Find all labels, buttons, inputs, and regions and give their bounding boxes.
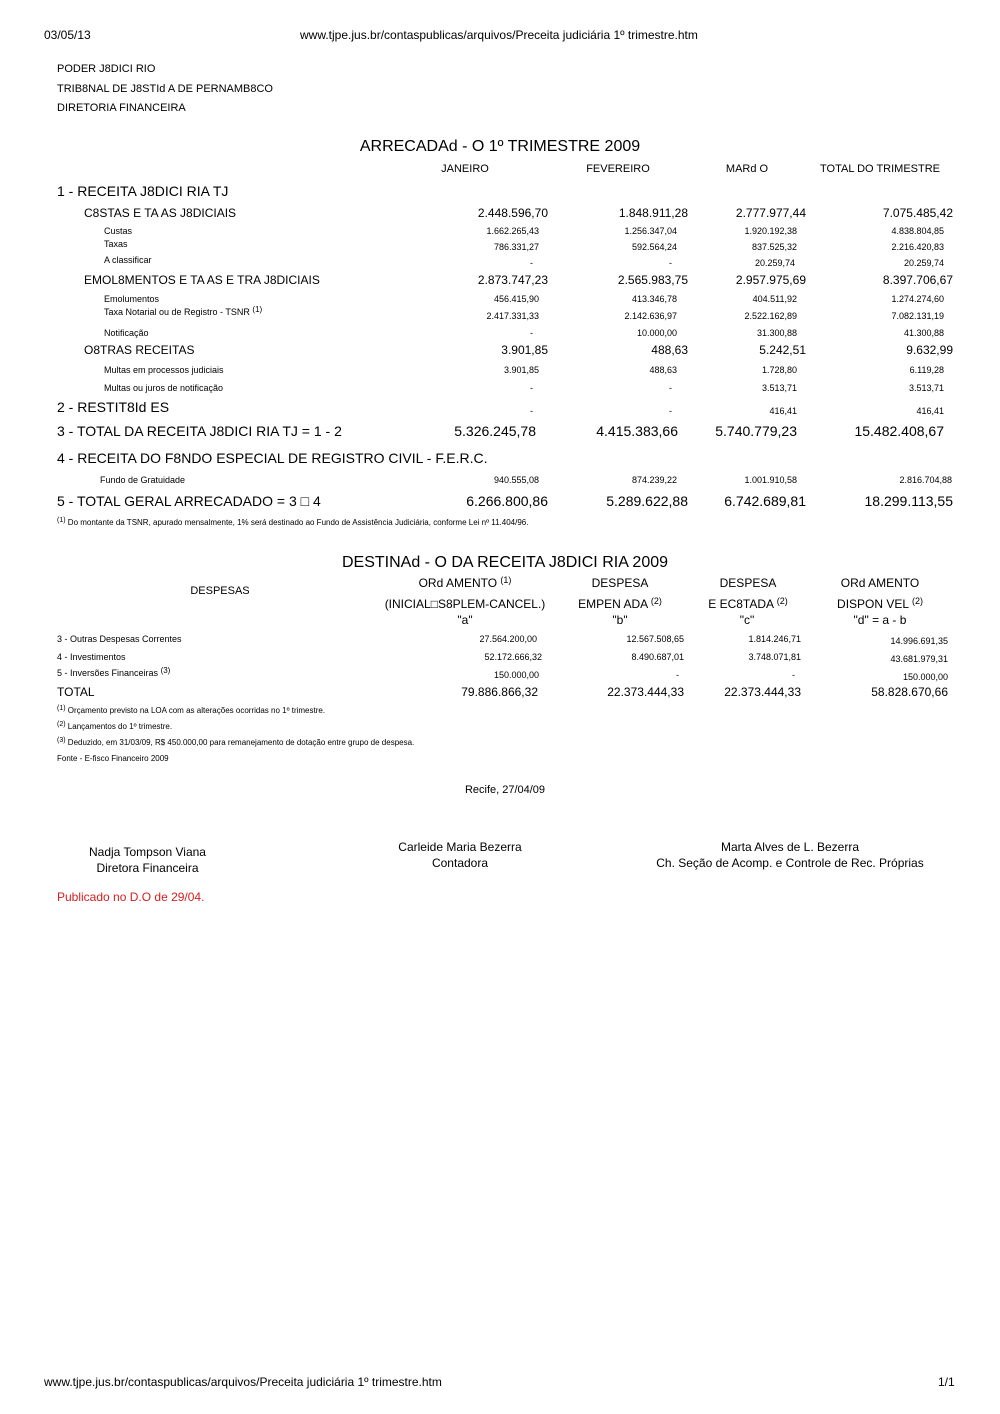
row-value: 79.886.866,32 [461, 685, 538, 699]
row-value: 27.564.200,00 [479, 634, 537, 644]
row-value: 22.373.444,33 [724, 685, 801, 699]
header-disponivel: DISPON VEL $^{(2)}$ [837, 596, 923, 611]
row-value: 58.828.670,66 [871, 685, 948, 699]
row-value: 2.957.975,69 [735, 273, 806, 287]
row-label: 3 - Outras Despesas Correntes [57, 634, 182, 644]
row-value: 2.417.331,33 [486, 311, 539, 321]
row-value: 6.266.800,86 [466, 493, 548, 509]
row-value: 1.814.246,71 [748, 634, 801, 644]
org-line-3: DIRETORIA FINANCEIRA [57, 102, 186, 114]
row-value: 1.848.911,28 [618, 206, 688, 220]
fonte-note: Fonte - E-fisco Financeiro 2009 [57, 754, 169, 763]
row-value: 1.662.265,43 [486, 226, 539, 236]
row-value: 1.728,80 [761, 365, 797, 375]
signature-role: Diretora Financeira [96, 861, 199, 875]
row-value: 940.555,08 [493, 475, 539, 485]
row-value: 18.299.113,55 [864, 493, 953, 509]
row-value: 1.256.347,04 [624, 226, 677, 236]
row-value: 416,41 [916, 406, 944, 416]
header-executada: E EC8TADA $^{(2)}$ [708, 596, 788, 611]
row-value: 10.000,00 [636, 328, 677, 338]
row-value: 7.075.485,42 [882, 206, 953, 220]
row-value: 52.172.666,32 [484, 652, 542, 662]
signature-role: Ch. Seção de Acomp. e Controle de Rec. Próprias [656, 856, 924, 870]
page-number: 1/1 [938, 1375, 955, 1389]
header-col-d: "d" = a - b [853, 613, 907, 627]
row-value: 592.564,24 [631, 242, 677, 252]
row-label: 3 - TOTAL DA RECEITA J8DICI RIA TJ = 1 - 2 [57, 423, 342, 439]
row-value: 8.397.706,67 [882, 273, 953, 287]
col-header-janeiro: JANEIRO [441, 163, 489, 175]
row-label: O8TRAS RECEITAS [84, 343, 195, 357]
header-orcamento-detail: (INICIAL□S8PLEM-CANCEL.) [384, 597, 546, 611]
row-value: 4.838.804,85 [891, 226, 944, 236]
row-value: 20.259,74 [754, 258, 795, 268]
row-value: 2.873.747,23 [477, 273, 548, 287]
row-value: - [530, 328, 533, 338]
row-value: 1.274.274,60 [891, 294, 944, 304]
row-value: 3.513,71 [761, 383, 797, 393]
row-value: 22.373.444,33 [607, 685, 684, 699]
header-empenhada: EMPEN ADA $^{(2)}$ [578, 596, 662, 611]
row-value: 12.567.508,65 [626, 634, 684, 644]
header-col-b: "b" [612, 613, 628, 627]
print-url: www.tjpe.jus.br/contaspublicas/arquivos/Preceita judiciária 1º trimestre.htm [300, 28, 698, 42]
signature-name: Marta Alves de L. Bezerra [720, 840, 860, 854]
section-ferc: 4 - RECEITA DO F8NDO ESPECIAL DE REGISTRO CIVIL - F.E.R.C. [57, 450, 488, 466]
row-value: 31.300,88 [756, 328, 797, 338]
row-value: 488,63 [651, 343, 688, 357]
row-label: 2 - RESTIT8Id ES [57, 399, 170, 415]
row-value: - [530, 406, 533, 416]
row-value: 5.326.245,78 [454, 423, 536, 439]
signature-name: Carleide Maria Bezerra [398, 840, 522, 854]
row-label: Emolumentos [104, 294, 160, 304]
footer-url: www.tjpe.jus.br/contaspublicas/arquivos/Preceita judiciária 1º trimestre.htm [44, 1375, 442, 1389]
row-value: 2.522.162,89 [744, 311, 797, 321]
row-value: 150.000,00 [493, 670, 539, 680]
row-value: 41.300,88 [903, 328, 944, 338]
row-value: 20.259,74 [903, 258, 944, 268]
row-label: Multas em processos judiciais [104, 365, 224, 375]
row-value: 8.490.687,01 [631, 652, 684, 662]
row-value: - [676, 670, 679, 680]
row-value: 5.740.779,23 [715, 423, 797, 439]
signature-role: Contadora [431, 856, 489, 870]
col-header-total: TOTAL DO TRIMESTRE [820, 163, 940, 175]
col-header-marco: MARd O [725, 163, 769, 175]
row-value: 5.242,51 [759, 343, 806, 357]
header-orcamento: ORd AMENTO $^{(1)}$ [418, 575, 512, 590]
row-value: 874.239,22 [631, 475, 677, 485]
published-note: Publicado no D.O de 29/04. [57, 890, 205, 904]
row-label: Multas ou juros de notificação [104, 383, 224, 393]
row-value: 2.565.983,75 [617, 273, 688, 287]
row-value: 9.632,99 [906, 343, 953, 357]
signature-name: Nadja Tompson Viana [89, 845, 206, 859]
row-value: 3.901,85 [501, 343, 548, 357]
destinacao-footnote: (3) Deduzido, em 31/03/09, R$ 450.000,00 para remanejamento de dotação entre grupo de despesa. [57, 737, 415, 747]
row-value: 6.742.689,81 [724, 493, 806, 509]
row-value: - [530, 383, 533, 393]
row-value: 3.513,71 [908, 383, 944, 393]
org-line-1: PODER J8DICI RIO [57, 63, 156, 75]
row-value: 1.001.910,58 [744, 475, 797, 485]
row-value: - [669, 406, 672, 416]
row-label: C8STAS E TA AS J8DICIAIS [84, 206, 237, 220]
row-label: TOTAL [57, 685, 95, 699]
arrecadacao-footnote: (1) Do montante da TSNR, apurado mensalmente, 1% será destinado ao Fundo de Assistência Judiciária, conforme Lei nº 11.404/96. [57, 517, 529, 527]
row-value: 15.482.408,67 [854, 423, 944, 439]
row-value: 2.216.420,83 [891, 242, 944, 252]
header-col-c: "c" [739, 613, 755, 627]
row-value: 43.681.979,31 [890, 654, 948, 664]
col-header-fevereiro: FEVEREIRO [586, 163, 650, 175]
row-value: 3.901,85 [503, 365, 539, 375]
destinacao-title: DESTINAd - O DA RECEITA J8DICI RIA 2009 [341, 554, 669, 571]
row-value: 488,63 [649, 365, 677, 375]
row-value: 7.082.131,19 [891, 311, 944, 321]
header-despesa-emp: DESPESA [591, 576, 649, 590]
row-value: 2.142.636,97 [624, 311, 677, 321]
row-label: Taxas [104, 239, 128, 249]
row-value: 404.511,92 [752, 294, 797, 304]
row-label: EMOL8MENTOS E TA AS E TRA J8DICIAIS [84, 273, 320, 287]
print-date: 03/05/13 [44, 28, 91, 42]
row-value: 2.816.704,88 [899, 475, 952, 485]
row-label: 5 - Inversões Financeiras (3) [57, 666, 171, 678]
row-value: 3.748.071,81 [748, 652, 801, 662]
section-receita-judiciaria: 1 - RECEITA J8DICI RIA TJ [57, 183, 229, 199]
row-value: 786.331,27 [493, 242, 539, 252]
row-label: A classificar [104, 255, 152, 265]
row-label: Fundo de Gratuidade [100, 475, 186, 485]
row-label: Custas [104, 226, 133, 236]
row-value: 416,41 [769, 406, 797, 416]
place-date: Recife, 27/04/09 [464, 784, 546, 796]
row-label: 4 - Investimentos [57, 652, 126, 662]
row-value: 14.996.691,35 [890, 636, 948, 646]
destinacao-footnote: (1) Orçamento previsto na LOA com as alterações ocorridas no 1º trimestre. [57, 705, 326, 715]
row-value: 6.119,28 [909, 365, 944, 375]
row-value: - [792, 670, 795, 680]
header-orcamento-disp: ORd AMENTO [840, 576, 920, 590]
row-label: 5 - TOTAL GERAL ARRECADADO = 3 □ 4 [57, 493, 321, 509]
row-value: - [669, 258, 672, 268]
despesas-header: DESPESAS [190, 585, 250, 597]
row-value: 1.920.192,38 [744, 226, 797, 236]
destinacao-footnote: (2) Lançamentos do 1º trimestre. [57, 721, 173, 731]
row-value: 2.777.977,44 [735, 206, 806, 220]
row-value: 837.525,32 [751, 242, 797, 252]
row-label: Notificação [104, 328, 149, 338]
header-col-a: "a" [457, 613, 473, 627]
header-despesa-exe: DESPESA [719, 576, 777, 590]
row-value: 413.346,78 [631, 294, 677, 304]
arrecadacao-title: ARRECADAd - O 1º TRIMESTRE 2009 [359, 138, 641, 155]
row-value: 2.448.596,70 [477, 206, 548, 220]
row-value: 5.289.622,88 [606, 493, 688, 509]
row-value: - [669, 383, 672, 393]
row-label: Taxa Notarial ou de Registro - TSNR (1) [104, 305, 263, 317]
row-value: - [530, 258, 533, 268]
org-line-2: TRIB8NAL DE J8STId A DE PERNAMB8CO [57, 83, 273, 95]
row-value: 150.000,00 [902, 672, 948, 682]
row-value: 4.415.383,66 [596, 423, 678, 439]
row-value: 456.415,90 [493, 294, 539, 304]
